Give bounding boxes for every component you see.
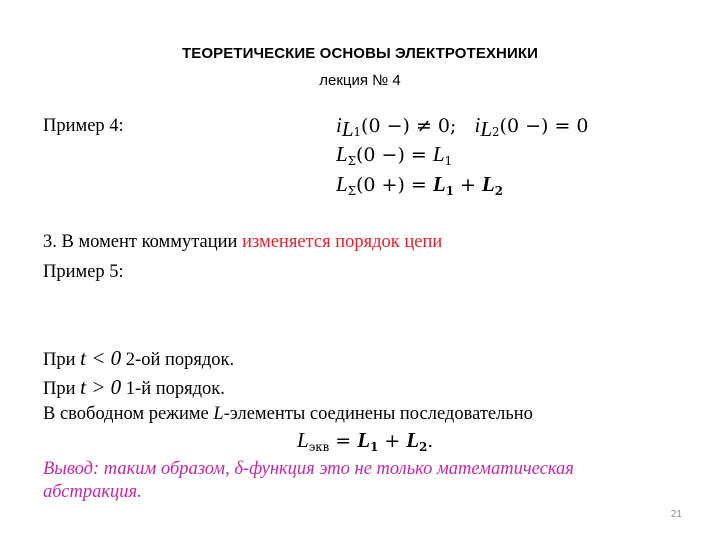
math-t-less-zero: t < 0 [80, 346, 122, 370]
conclusion-line-1: Вывод: таким образом, δ-функция это не только математическая [43, 459, 574, 479]
formula-l-equivalent: $L_{экв} = L_1 + L_2$. [297, 428, 434, 454]
page-number: 21 [670, 509, 682, 520]
conclusion-line-2: абстракция. [43, 482, 142, 502]
page-title: ТЕОРЕТИЧЕСКИЕ ОСНОВЫ ЭЛЕКТРОТЕХНИКИ [182, 45, 538, 62]
lecture-subtitle: лекция № 4 [319, 72, 401, 89]
section-3-prefix: 3. В момент коммутации [43, 232, 243, 252]
line-t-positive-suffix: 1-й порядок. [121, 379, 225, 399]
formula-l-sum-after: $L_\Sigma(0$ +) = $L_1 + L_2$ [336, 172, 503, 198]
line-t-negative-prefix: При [43, 350, 81, 370]
line-t-positive [43, 375, 225, 400]
line-t-negative-suffix: 2-ой порядок. [121, 350, 235, 370]
formula-initial-currents-text: $i_{L1}(0$ −) ≠ 0; $i_{L2}(0$ −) = 0 [336, 113, 589, 141]
line-free-mode [43, 404, 533, 425]
var-L: L [213, 404, 224, 424]
formula-initial-currents [336, 113, 589, 141]
example-4-label: Пример 4: [43, 116, 124, 136]
formula-l-sum-before: $L_\Sigma(0$ −) = $L_1$ [336, 142, 453, 168]
line-free-mode-prefix: В свободном режиме [43, 404, 214, 424]
line-t-negative [43, 346, 234, 371]
line-free-mode-suffix: -элементы соединены последовательно [223, 404, 533, 424]
math-t-greater-zero: t > 0 [80, 375, 122, 399]
line-t-positive-prefix: При [43, 379, 81, 399]
section-3-highlight: изменяется порядок цепи [242, 232, 443, 252]
example-5-label: Пример 5: [43, 262, 124, 282]
section-3-heading [43, 232, 442, 253]
